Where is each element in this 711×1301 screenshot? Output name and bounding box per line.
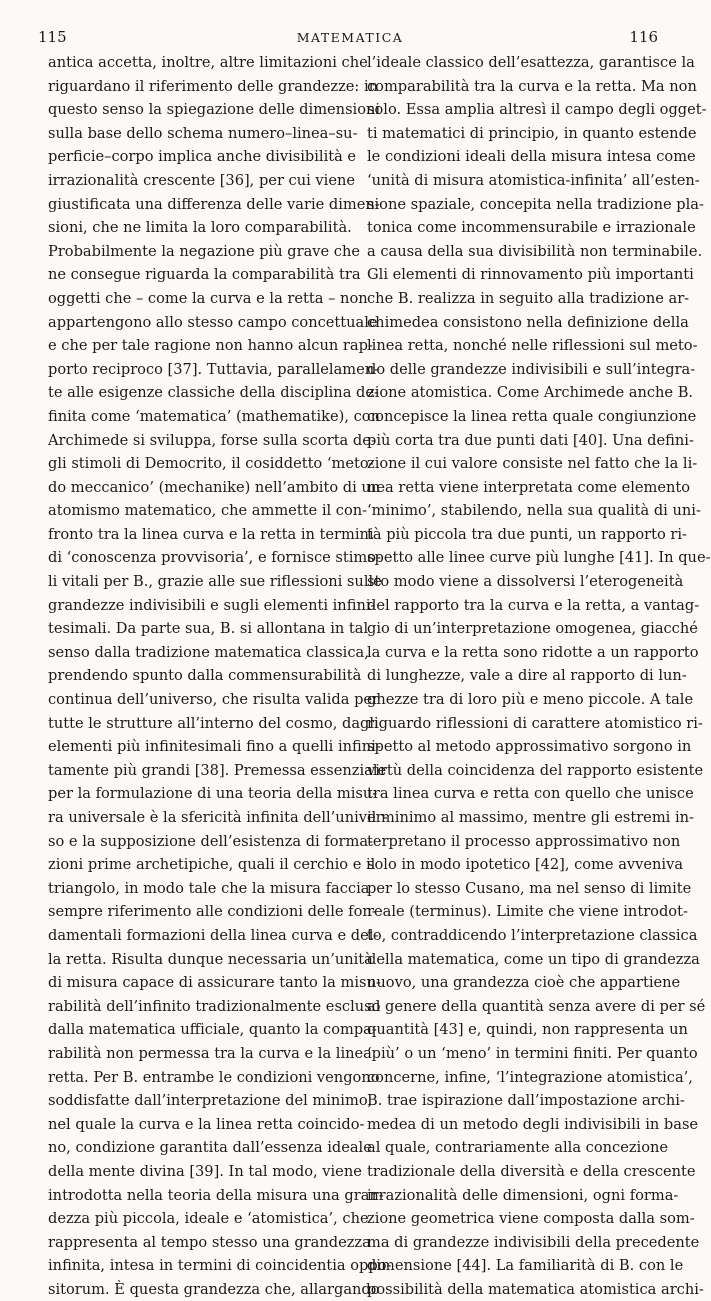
text-line: tra linea curva e retta con quello che unisce bbox=[367, 785, 694, 803]
text-line: sempre riferimento alle condizioni delle fon- bbox=[48, 903, 377, 921]
text-line: medea di un metodo degli indivisibili in base bbox=[367, 1115, 699, 1133]
text-line: che B. realizza in seguito alla tradizione ar- bbox=[367, 289, 690, 307]
text-line: no, condizione garantita dall’essenza ideale bbox=[48, 1139, 372, 1157]
text-line: di lunghezze, vale a dire al rapporto di lun- bbox=[367, 667, 687, 685]
text-line: rappresenta al tempo stesso una grandezza bbox=[48, 1233, 371, 1251]
text-line: perficie–corpo implica anche divisibilità e bbox=[48, 148, 357, 166]
text-line: al genere della quantità senza avere di per sé bbox=[367, 997, 706, 1015]
text-line: l’ideale classico dell’esattezza, garantisce la bbox=[367, 54, 695, 71]
text-line: Archimede si sviluppa, forse sulla scorta de- bbox=[48, 431, 376, 449]
text-line: dezza più piccola, ideale e ‘atomistica’, che bbox=[48, 1210, 369, 1228]
running-title: MATEMATICA bbox=[296, 30, 404, 45]
text-line: continua dell’universo, che risulta valida per bbox=[48, 691, 380, 709]
text-line: giustificata una differenza delle varie dimen- bbox=[48, 195, 380, 213]
text-line: reale (terminus). Limite che viene introdot- bbox=[367, 903, 688, 921]
text-line: do delle grandezze indivisibili e sull’integra- bbox=[367, 360, 696, 378]
text-line: sitorum. È questa grandezza che, allargando bbox=[48, 1280, 380, 1298]
text-line: virtù della coincidenza del rapporto esistente bbox=[367, 761, 704, 779]
text-line: irrazionalità crescente [36], per cui viene bbox=[48, 171, 356, 189]
text-line: concerne, infine, ‘l’integrazione atomistica’, bbox=[367, 1068, 693, 1086]
text-line: del rapporto tra la curva e la retta, a vantag- bbox=[367, 596, 700, 614]
page-number-right: 116 bbox=[629, 28, 658, 46]
text-line: gio di un’interpretazione omogenea, giacché bbox=[367, 620, 698, 638]
text-line: riguardo riflessioni di carattere atomistico ri- bbox=[367, 714, 703, 732]
page-number-left: 115 bbox=[38, 28, 67, 46]
text-line: antica accetta, inoltre, altre limitazioni che bbox=[48, 54, 368, 71]
text-line: infinita, intesa in termini di coincidentia oppo- bbox=[48, 1257, 392, 1275]
text-line: terpretano il processo approssimativo non bbox=[367, 832, 681, 850]
page-header bbox=[0, 0, 700, 50]
text-line: della mente divina [39]. In tal modo, viene bbox=[48, 1162, 362, 1180]
text-line: senso dalla tradizione matematica classica, bbox=[48, 643, 369, 661]
text-line: della matematica, come un tipo di grandezza bbox=[367, 950, 700, 968]
text-line: ‘unità di misura atomistica-infinita’ all’esten- bbox=[367, 171, 700, 189]
text-line: riguardano il riferimento delle grandezze: in bbox=[48, 77, 379, 95]
text-line: triangolo, in modo tale che la misura faccia bbox=[48, 879, 370, 897]
text-line: ra universale è la sfericità infinita dell’univer- bbox=[48, 809, 388, 826]
text-line: elementi più infinitesimali fino a quelli infini- bbox=[48, 738, 381, 756]
text-line: li vitali per B., grazie alle sue riflessioni sulle bbox=[48, 573, 382, 591]
text-line: ‘minimo’, stabilendo, nella sua qualità di uni- bbox=[367, 502, 701, 520]
text-line: il minimo al massimo, mentre gli estremi in- bbox=[367, 809, 694, 826]
text-line: finita come ‘matematica’ (mathematike), con bbox=[48, 407, 380, 425]
text-line: rabilità dell’infinito tradizionalmente escluso bbox=[48, 997, 381, 1015]
text-line: di ‘conoscenza provvisoria’, e fornisce stimo- bbox=[48, 549, 381, 567]
left-text-column bbox=[48, 51, 392, 1298]
text-line: sulla base dello schema numero–linea–su- bbox=[48, 124, 358, 142]
text-line: tradizionale della diversità e della crescente bbox=[367, 1162, 696, 1180]
text-line: tesimali. Da parte sua, B. si allontana in tal bbox=[48, 620, 369, 638]
text-line: possibilità della matematica atomistica archi- bbox=[367, 1280, 704, 1298]
text-line: zioni prime archetipiche, quali il cerchio e il bbox=[48, 856, 376, 874]
text-line: la retta. Risulta dunque necessaria un’unità bbox=[48, 950, 373, 968]
text-line: fronto tra la linea curva e la retta in termini bbox=[48, 525, 374, 543]
text-line: solo in modo ipotetico [42], come avveniva bbox=[367, 856, 684, 874]
text-line: tutte le strutture all’interno del cosmo, dagli bbox=[48, 714, 379, 732]
text-line: rabilità non permessa tra la curva e la linea bbox=[48, 1044, 372, 1062]
text-line: ghezze tra di loro più e meno piccole. A tale bbox=[367, 691, 694, 709]
text-line: introdotta nella teoria della misura una gran- bbox=[48, 1186, 384, 1204]
text-line: ma di grandezze indivisibili della precedente bbox=[367, 1233, 700, 1251]
text-line: questo senso la spiegazione delle dimensioni bbox=[48, 101, 381, 119]
text-line: comparabilità tra la curva e la retta. Ma non bbox=[367, 77, 697, 95]
text-line: ne consegue riguarda la comparabilità tra bbox=[48, 266, 361, 284]
text-line: le condizioni ideali della misura intesa come bbox=[367, 148, 696, 166]
text-line: solo. Essa amplia altresì il campo degli ogget- bbox=[367, 101, 707, 119]
right-text-column bbox=[367, 51, 711, 1298]
text-line: tà più piccola tra due punti, un rapporto ri- bbox=[367, 525, 687, 543]
text-line: zione atomistica. Come Archimede anche B. bbox=[367, 384, 694, 402]
text-line: dimensione [44]. La familiarità di B. con le bbox=[367, 1257, 684, 1275]
text-line: quantità [43] e, quindi, non rappresenta un bbox=[367, 1021, 688, 1039]
text-line: Probabilmente la negazione più grave che bbox=[48, 242, 361, 260]
text-line: te alle esigenze classiche della disciplina de- bbox=[48, 384, 379, 402]
text-line: tonica come incommensurabile e irrazionale bbox=[367, 219, 696, 237]
text-line: sto modo viene a dissolversi l’eterogeneità bbox=[367, 573, 684, 591]
text-line: gli stimoli di Democrito, il cosiddetto ‘meto- bbox=[48, 455, 374, 473]
text-line: di misura capace di assicurare tanto la misu- bbox=[48, 974, 381, 992]
text-line: so e la supposizione dell’esistenza di forma- bbox=[48, 832, 373, 850]
text-line: sioni, che ne limita la loro comparabilità. bbox=[48, 219, 352, 237]
text-line: ti matematici di principio, in quanto estende bbox=[367, 124, 697, 142]
text-line: e che per tale ragione non hanno alcun rap- bbox=[48, 337, 373, 355]
text-line: prendendo spunto dalla commensurabilità bbox=[48, 667, 362, 685]
text-line: nuovo, una grandezza cioè che appartiene bbox=[367, 974, 681, 992]
text-line: zione geometrica viene composta dalla som- bbox=[367, 1210, 695, 1228]
text-line: do meccanico’ (mechanike) nell’ambito di un bbox=[48, 478, 381, 496]
text-line: nea retta viene interpretata come elemento bbox=[367, 478, 691, 496]
text-line: oggetti che – come la curva e la retta – non bbox=[48, 289, 368, 307]
text-line: per lo stesso Cusano, ma nel senso di limite bbox=[367, 879, 692, 897]
text-line: sione spaziale, concepita nella tradizione pla- bbox=[367, 195, 704, 213]
text-line: soddisfatte dall’interpretazione del minimo, bbox=[48, 1092, 373, 1110]
text-line: per la formulazione di una teoria della misu- bbox=[48, 785, 378, 803]
text-line: irrazionalità delle dimensioni, ogni forma- bbox=[367, 1186, 679, 1204]
text-line: chimedea consistono nella definizione della bbox=[367, 313, 689, 331]
text-line: la curva e la retta sono ridotte a un rapporto bbox=[367, 643, 699, 661]
text-line: porto reciproco [37]. Tuttavia, parallelamen- bbox=[48, 360, 380, 378]
text-line: ‘più’ o un ‘meno’ in termini finiti. Per quanto bbox=[367, 1044, 698, 1062]
text-line: linea retta, nonché nelle riflessioni sul meto- bbox=[367, 337, 698, 355]
text-line: dalla matematica ufficiale, quanto la compa- bbox=[48, 1021, 377, 1039]
text-line: atomismo matematico, che ammette il con- bbox=[48, 502, 368, 520]
text-line: retta. Per B. entrambe le condizioni vengono bbox=[48, 1068, 380, 1086]
text-line: concepisce la linea retta quale congiunzione bbox=[367, 407, 697, 425]
text-line: tamente più grandi [38]. Premessa essenziale bbox=[48, 761, 387, 779]
text-line: a causa della sua divisibilità non terminabile. bbox=[367, 242, 703, 260]
text-line: più corta tra due punti dati [40]. Una defini- bbox=[367, 431, 694, 449]
text-line: spetto alle linee curve più lunghe [41]. In que- bbox=[367, 549, 711, 567]
text-line: spetto al metodo approssimativo sorgono in bbox=[367, 738, 692, 756]
text-line: to, contraddicendo l’interpretazione classica bbox=[367, 926, 698, 944]
text-line: grandezze indivisibili e sugli elementi infini- bbox=[48, 596, 376, 614]
text-line: nel quale la curva e la linea retta coincido- bbox=[48, 1115, 365, 1133]
text-line: B. trae ispirazione dall’impostazione archi- bbox=[367, 1092, 685, 1110]
text-line: Gli elementi di rinnovamento più importanti bbox=[367, 266, 694, 284]
text-line: al quale, contrariamente alla concezione bbox=[367, 1139, 669, 1157]
text-line: zione il cui valore consiste nel fatto che la li- bbox=[367, 455, 698, 473]
text-line: appartengono allo stesso campo concettuale bbox=[48, 313, 378, 331]
text-line: damentali formazioni della linea curva e del- bbox=[48, 926, 379, 944]
